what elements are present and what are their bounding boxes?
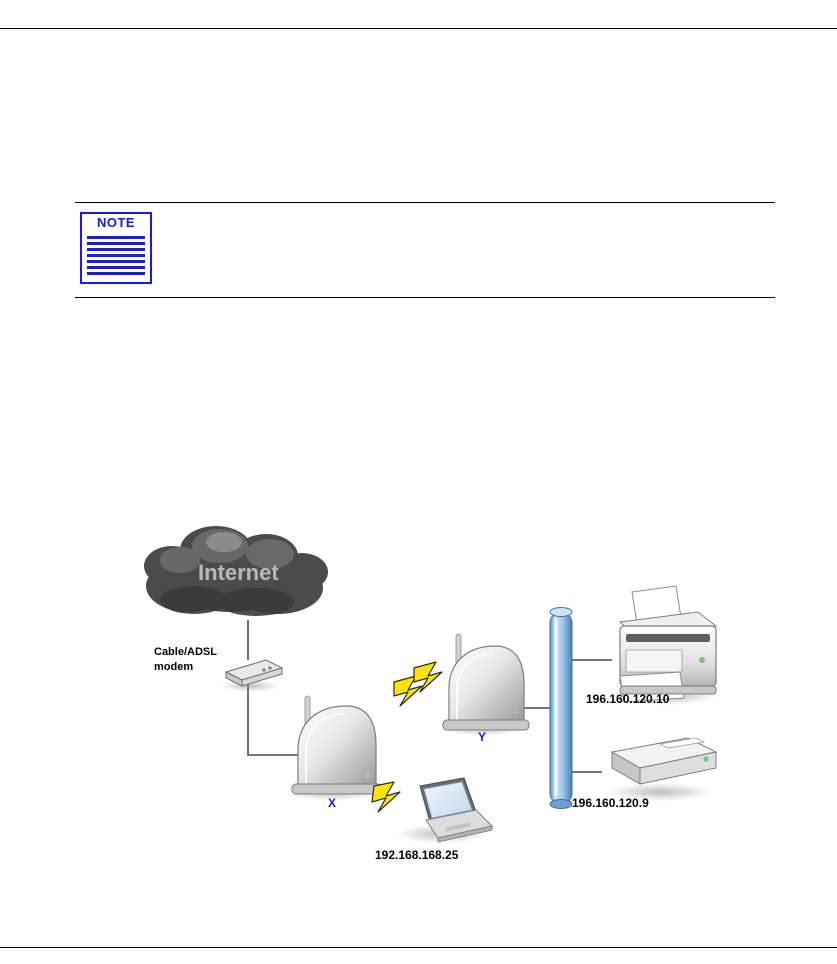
- modem-icon: [222, 660, 282, 692]
- note-icon-lines: [87, 236, 145, 280]
- label-access-point-x: X: [328, 796, 337, 810]
- label-access-point-y: Y: [478, 730, 487, 744]
- label-scanner-ip: 196.160.120.9: [572, 796, 649, 810]
- label-internet: Internet: [198, 560, 279, 585]
- note-callout: [75, 202, 775, 298]
- page-top-rule: [0, 28, 837, 29]
- laptop-icon: [396, 778, 492, 843]
- label-modem-line1: Cable/ADSL: [154, 646, 217, 658]
- note-icon: [80, 212, 152, 284]
- network-backbone-icon: [550, 608, 572, 809]
- printer-icon: [618, 586, 718, 705]
- link-modem-apx: [248, 682, 305, 755]
- access-point-y-icon: [440, 634, 529, 736]
- label-printer-ip: 196.160.120.10: [586, 692, 670, 706]
- access-point-x-icon: [288, 696, 382, 801]
- wireless-link-bolt-xy-icon: [394, 662, 442, 706]
- note-icon-label: NOTE: [96, 215, 136, 230]
- label-modem-line2: modem: [154, 661, 194, 673]
- wireless-link-bolt-xlaptop-icon: [372, 782, 400, 812]
- scanner-icon: [608, 738, 716, 801]
- note-bottom-rule: [75, 297, 775, 298]
- label-laptop-ip: 192.168.168.25: [375, 848, 459, 862]
- page-bottom-rule: [0, 947, 837, 948]
- note-body: [75, 203, 775, 297]
- network-diagram: [120, 500, 720, 900]
